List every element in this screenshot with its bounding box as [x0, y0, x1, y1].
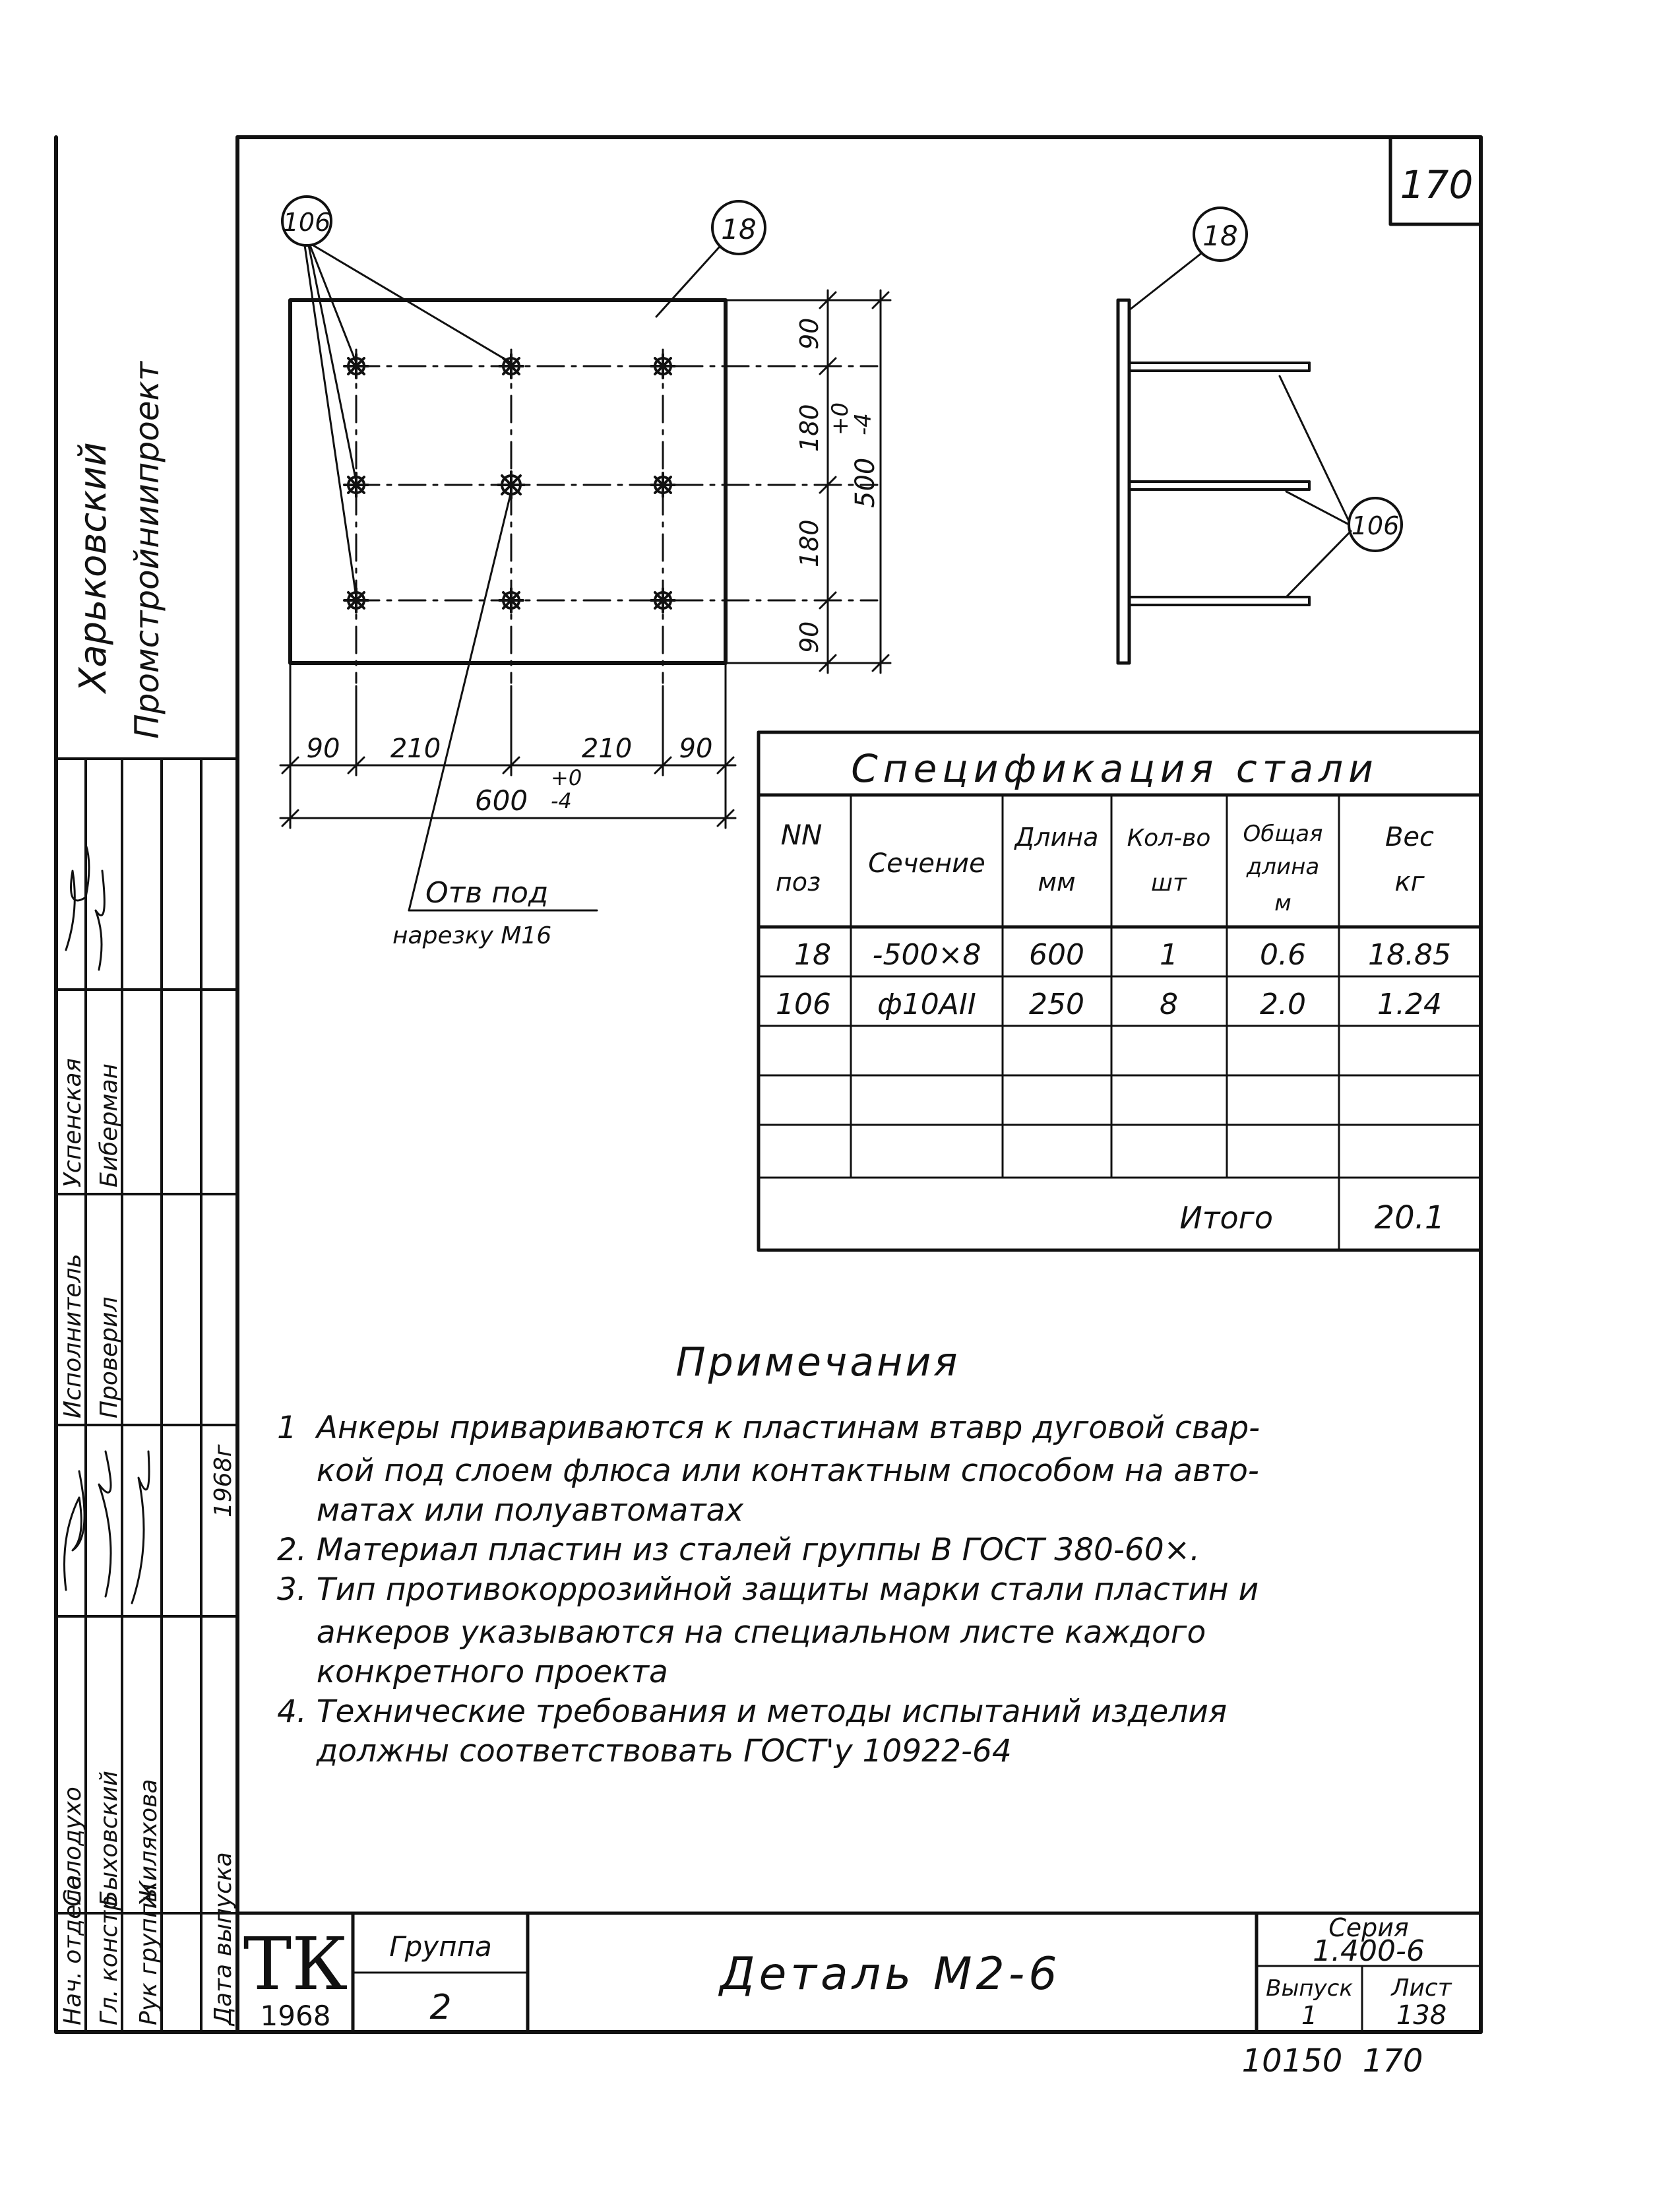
sheet-label: Лист	[1391, 1975, 1452, 2002]
spec-header-section: Сечение	[868, 848, 985, 879]
dim-h-3: 210	[581, 734, 633, 764]
callout-plate-side	[1129, 208, 1247, 310]
svg-text:18: 18	[1202, 220, 1238, 252]
issue-value: 1	[1301, 2001, 1318, 2030]
stamp-name-head: Солодухо	[59, 1787, 86, 1907]
spec-title: Спецификация стали	[851, 746, 1379, 791]
anchor-hole	[651, 354, 675, 378]
spec-header-qty-1: Кол-во	[1127, 825, 1211, 852]
series-label: Серия	[1328, 1913, 1409, 1942]
svg-text:2.0: 2.0	[1260, 988, 1306, 1021]
sheet-number-box	[1390, 137, 1481, 224]
spec-header-length-2: мм	[1038, 868, 1076, 897]
stamp-role-group: Рук группы	[135, 1884, 162, 2025]
dim-h-total: 600	[474, 784, 528, 817]
dim-h-tol-lower: -4	[551, 788, 572, 813]
table-row	[776, 988, 1442, 1021]
note-line: анкеров указываются на специальном листе каждого	[277, 1614, 1206, 1651]
organization-line2: Промстройниипроект	[128, 362, 166, 739]
spec-total-value: 20.1	[1374, 1199, 1445, 1236]
dim-h-2: 210	[390, 734, 441, 764]
callout-anchors-front	[282, 197, 511, 597]
stamp-name-group: Жиляхова	[135, 1779, 162, 1907]
dim-v-tol-lower: -4	[850, 413, 877, 435]
hole-note-line1: Отв под	[425, 876, 549, 910]
dim-v-total: 500	[850, 457, 881, 508]
anchor-hole	[344, 354, 368, 378]
drawing-title: Деталь М2-6	[720, 1948, 1061, 2000]
stamp-name-checker: Биберман	[96, 1063, 123, 1188]
spec-header-total-length-3: м	[1274, 890, 1291, 916]
dim-h-tol-upper: +0	[551, 765, 582, 790]
svg-text:600: 600	[1029, 938, 1084, 972]
spec-header-pos-1: NN	[780, 819, 823, 851]
vertical-dimensions	[726, 290, 890, 673]
dim-v-3: 180	[795, 519, 824, 567]
dim-v-4: 90	[795, 621, 824, 653]
note-line: кой под слоем флюса или контактным способом на авто-	[277, 1453, 1259, 1489]
spec-header-weight-2: кг	[1394, 867, 1425, 897]
note-line: должны соответствовать ГОСТ'у 10922-64	[277, 1733, 1012, 1769]
table-row	[794, 938, 1451, 972]
notes	[277, 1339, 1260, 1769]
svg-text:18.85: 18.85	[1368, 938, 1451, 972]
svg-text:1.24: 1.24	[1377, 988, 1442, 1021]
horizontal-dimensions	[280, 663, 735, 828]
dim-h-4: 90	[679, 734, 713, 764]
anchor-holes	[344, 354, 675, 612]
hole-note	[392, 491, 597, 949]
note-line: 4. Технические требования и методы испытаний изделия	[277, 1694, 1228, 1730]
stamp-name-executor: Успенская	[59, 1058, 86, 1188]
plate-side-view	[1118, 208, 1402, 663]
stamp-role-date: Дата выпуска	[210, 1852, 237, 2025]
organization-line1: Харьковский	[72, 442, 115, 693]
svg-text:106: 106	[1351, 511, 1400, 540]
svg-text:18: 18	[721, 213, 757, 245]
svg-text:18: 18	[794, 938, 831, 972]
stamp-mark: ТК	[243, 1922, 348, 2006]
anchor-hole	[499, 588, 523, 612]
signatures	[65, 844, 150, 1603]
spec-header-length-1: Длина	[1014, 823, 1099, 852]
spec-header-total-length-2: длина	[1246, 854, 1320, 880]
sheet-number: 170	[1400, 162, 1474, 207]
sheet-value: 138	[1396, 2000, 1447, 2031]
organization-block	[72, 360, 166, 739]
anchor-bars-side	[1129, 363, 1309, 605]
svg-text:106: 106	[776, 988, 831, 1021]
spec-header-total-length-1: Общая	[1243, 821, 1323, 847]
note-line: конкретного проекта	[277, 1654, 668, 1690]
issue-label: Выпуск	[1266, 1975, 1353, 2002]
spec-header-weight-1: Вес	[1384, 822, 1435, 852]
callout-anchors-side	[1280, 376, 1402, 597]
note-line: 2. Материал пластин из сталей группы В ГОСТ 380-60×.	[277, 1532, 1200, 1568]
spec-table	[759, 732, 1481, 1250]
svg-text:0.6: 0.6	[1260, 938, 1306, 972]
note-line: матах или полуавтоматах	[277, 1492, 744, 1529]
group-label: Группа	[389, 1930, 492, 1963]
spec-header-qty-2: шт	[1151, 870, 1187, 897]
dim-v-1: 90	[795, 317, 824, 350]
title-block	[237, 1913, 1481, 2079]
stamp-role-checker: Проверил	[96, 1296, 123, 1418]
svg-text:250: 250	[1029, 988, 1084, 1021]
notes-title: Примечания	[675, 1339, 960, 1385]
svg-text:1: 1	[1160, 938, 1178, 972]
svg-text:106: 106	[282, 208, 331, 237]
anchor-hole	[651, 473, 675, 497]
note-line: 3. Тип противокоррозийной защиты марки стали пластин и	[277, 1571, 1259, 1608]
svg-text:8: 8	[1160, 988, 1178, 1021]
dim-h-1: 90	[306, 734, 340, 764]
stamp-mark-year: 1968	[260, 2000, 331, 2032]
anchor-hole	[651, 588, 675, 612]
stamp-name-chief: Быховский	[96, 1771, 123, 1907]
stamp-role-chief: Гл. констр	[96, 1895, 123, 2025]
spec-header-pos-2: поз	[775, 868, 821, 897]
svg-text:ф10АII: ф10АII	[877, 988, 976, 1021]
dim-v-tol-upper: +0	[827, 402, 854, 435]
series-value: 1.400-6	[1313, 1934, 1425, 1968]
dim-v-2: 180	[795, 404, 824, 452]
hole-note-line2: нарезку М16	[392, 922, 552, 949]
stamp-role-head: Нач. отдела	[59, 1874, 86, 2025]
spec-total-label: Итого	[1179, 1200, 1273, 1236]
left-stamp	[56, 360, 237, 2032]
svg-text:-500×8: -500×8	[872, 938, 981, 972]
note-line: 1 Анкеры привариваются к пластинам втавр дуговой свар-	[277, 1410, 1260, 1446]
archive-code: 10150 170	[1241, 2042, 1423, 2079]
stamp-role-executor: Исполнитель	[59, 1253, 86, 1418]
stamp-issue-year: 1968г	[210, 1444, 237, 1517]
group-value: 2	[429, 1988, 452, 2027]
